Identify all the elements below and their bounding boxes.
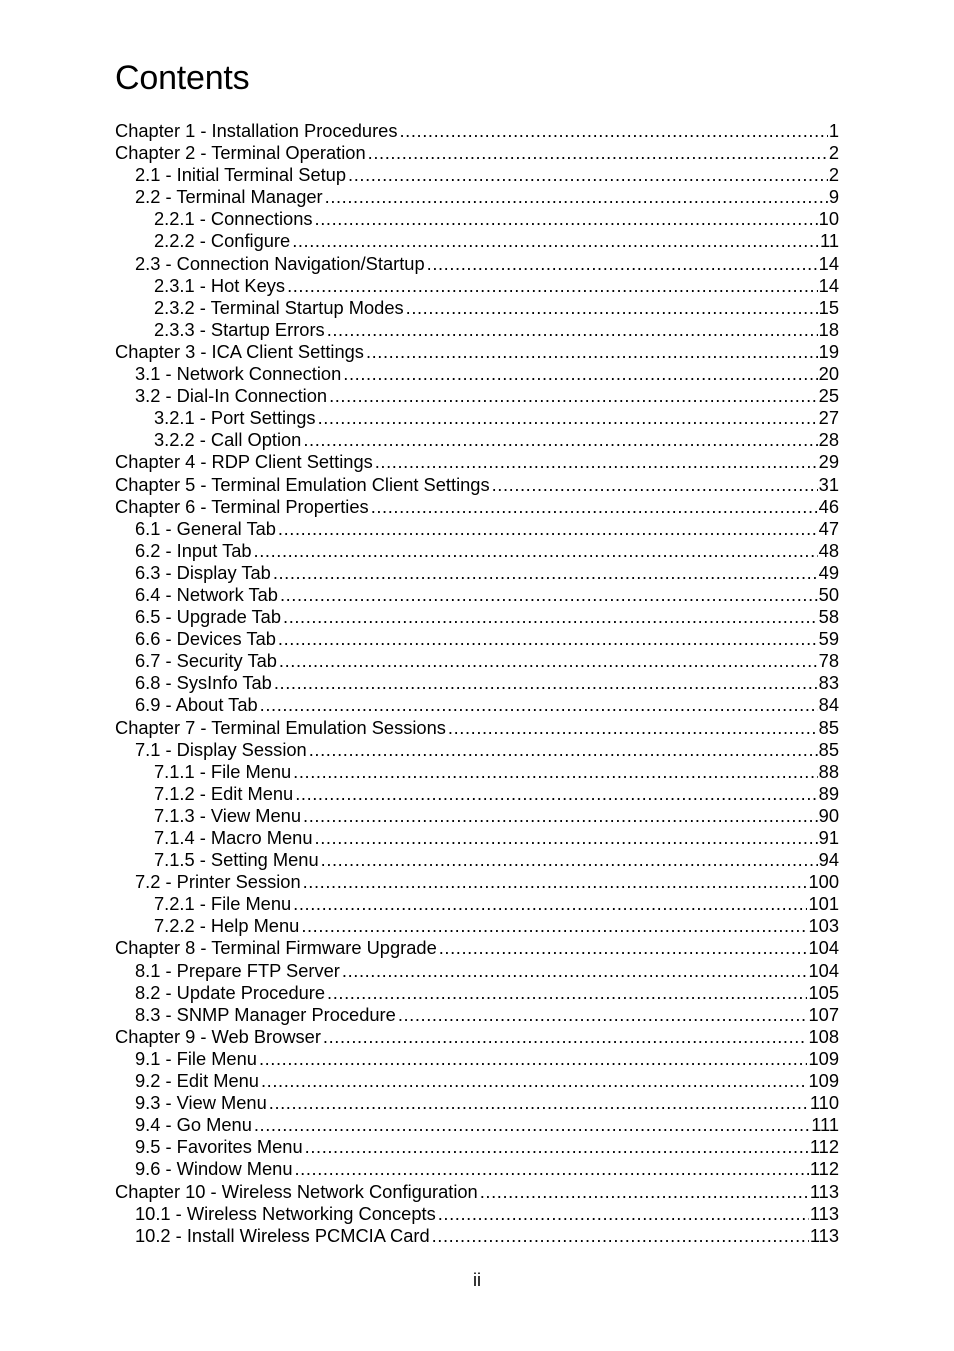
toc-entry[interactable] — [115, 982, 839, 1004]
toc-entry-title[interactable]: 7.1 - Display Session — [135, 738, 307, 760]
toc-page-number: 47 — [818, 517, 839, 539]
toc-page-number: 10 — [818, 208, 839, 230]
toc-entry-title[interactable]: 6.7 - Security Tab — [135, 650, 277, 672]
dot-leader — [315, 827, 818, 849]
toc-entry[interactable] — [115, 1004, 839, 1026]
toc-entry[interactable] — [115, 893, 839, 915]
toc-entry[interactable] — [115, 275, 839, 297]
toc-entry[interactable] — [115, 518, 839, 540]
toc-entry-title[interactable]: 6.5 - Upgrade Tab — [135, 606, 282, 628]
toc-page-number: 111 — [811, 1114, 839, 1136]
toc-page-number: 15 — [818, 296, 839, 318]
dot-leader — [480, 1181, 809, 1203]
toc-entry[interactable] — [115, 142, 839, 164]
dot-leader — [295, 783, 817, 805]
toc-page-number: 101 — [808, 893, 839, 915]
toc-entry-title[interactable]: 2.3.3 - Startup Errors — [154, 318, 325, 340]
toc-entry[interactable] — [115, 319, 839, 341]
toc-entry-title[interactable]: 7.1.1 - File Menu — [154, 760, 292, 782]
toc-page-number: 1 — [828, 120, 839, 141]
toc-entry-title[interactable]: 9.2 - Edit Menu — [135, 1070, 259, 1092]
toc-entry[interactable] — [115, 363, 839, 385]
toc-page-number: 108 — [808, 1025, 839, 1047]
toc-entry[interactable] — [115, 1070, 839, 1092]
dot-leader — [254, 1114, 810, 1136]
dot-leader — [329, 385, 818, 407]
toc-page-number: 84 — [818, 694, 839, 716]
toc-entry-title[interactable]: 6.2 - Input Tab — [135, 539, 252, 561]
toc-entry-title[interactable]: Chapter 8 - Terminal Firmware Upgrade — [115, 937, 437, 959]
toc-entry-title[interactable]: 8.3 - SNMP Manager Procedure — [135, 1003, 396, 1025]
dot-leader — [371, 496, 818, 518]
dot-leader — [274, 672, 818, 694]
dot-leader — [305, 1136, 809, 1158]
dot-leader — [254, 540, 818, 562]
dot-leader — [287, 275, 818, 297]
dot-leader — [348, 164, 828, 186]
dot-leader — [432, 1225, 809, 1247]
toc-page-number: 14 — [818, 252, 839, 274]
toc-page-number: 20 — [818, 363, 839, 385]
toc-page-number: 100 — [808, 871, 839, 893]
toc-entry[interactable] — [115, 871, 839, 893]
toc-entry-title[interactable]: 9.3 - View Menu — [135, 1092, 267, 1114]
toc-entry[interactable] — [115, 1114, 839, 1136]
dot-leader — [303, 429, 817, 451]
toc-entry[interactable] — [115, 186, 839, 208]
toc-entry-title[interactable]: Chapter 1 - Installation Procedures — [115, 120, 398, 141]
toc-page-number: 11 — [820, 230, 839, 252]
dot-leader — [269, 1092, 809, 1114]
toc-entry[interactable] — [115, 1203, 839, 1225]
toc-entry-title[interactable]: 3.2.1 - Port Settings — [154, 407, 316, 429]
toc-entry-title[interactable]: 6.6 - Devices Tab — [135, 628, 276, 650]
toc-entry-title[interactable]: 2.1 - Initial Terminal Setup — [135, 164, 347, 186]
toc-entry-title[interactable]: 6.4 - Network Tab — [135, 583, 278, 605]
toc-entry[interactable] — [115, 584, 839, 606]
toc-entry[interactable] — [115, 827, 839, 849]
toc-entry[interactable] — [115, 628, 839, 650]
toc-page-number: 113 — [809, 1180, 839, 1202]
toc-entry-title[interactable]: 9.4 - Go Menu — [135, 1114, 252, 1136]
dot-leader — [427, 253, 818, 275]
dot-leader — [303, 805, 818, 827]
toc-page-number: 31 — [818, 473, 839, 495]
toc-entry[interactable] — [115, 1225, 839, 1247]
toc-entry[interactable] — [115, 164, 839, 186]
toc-entry[interactable] — [115, 805, 839, 827]
toc-entry-title[interactable]: 2.2.2 - Configure — [154, 230, 291, 252]
toc-entry[interactable] — [115, 1136, 839, 1158]
toc-entry-title[interactable]: 6.3 - Display Tab — [135, 561, 271, 583]
toc-entry[interactable] — [115, 717, 839, 739]
toc-entry-title[interactable]: Chapter 2 - Terminal Operation — [115, 142, 366, 164]
toc-entry[interactable] — [115, 739, 839, 761]
toc-entry[interactable] — [115, 562, 839, 584]
toc-entry-title[interactable]: 3.1 - Network Connection — [135, 363, 342, 385]
toc-entry[interactable] — [115, 694, 839, 716]
dot-leader — [315, 208, 818, 230]
dot-leader — [318, 407, 818, 429]
dot-leader — [293, 893, 807, 915]
dot-leader — [278, 518, 818, 540]
toc-entry[interactable] — [115, 297, 839, 319]
dot-leader — [342, 960, 808, 982]
dot-leader — [321, 849, 818, 871]
toc-page-number: 14 — [818, 274, 839, 296]
toc-entry-title[interactable]: 7.1.5 - Setting Menu — [154, 849, 319, 871]
toc-page-number: 113 — [809, 1202, 839, 1224]
toc-page-number: 104 — [808, 937, 839, 959]
toc-page-number: 83 — [818, 672, 839, 694]
toc-entry-title[interactable]: Chapter 9 - Web Browser — [115, 1025, 321, 1047]
toc-page-number: 110 — [809, 1092, 839, 1114]
page-number: ii — [473, 1270, 481, 1290]
toc-entry-title[interactable]: 7.1.3 - View Menu — [154, 804, 302, 826]
toc-page-number: 112 — [809, 1158, 839, 1180]
dot-leader — [292, 230, 819, 252]
dot-leader — [261, 1070, 808, 1092]
toc-entry-title[interactable]: 9.6 - Window Menu — [135, 1158, 293, 1180]
dot-leader — [283, 606, 818, 628]
toc-entry-title[interactable]: 7.1.4 - Macro Menu — [154, 827, 313, 848]
toc-page-number: 50 — [818, 583, 839, 605]
toc-entry-title[interactable]: 7.2 - Printer Session — [135, 871, 301, 893]
dot-leader — [400, 120, 828, 142]
toc-entry-title[interactable]: 7.1.2 - Edit Menu — [154, 782, 294, 804]
toc-page-number: 90 — [818, 804, 839, 826]
dot-leader — [260, 694, 818, 716]
dot-leader — [406, 297, 818, 319]
toc-page-number: 25 — [818, 385, 839, 407]
toc-entry-title[interactable]: 2.3.2 - Terminal Startup Modes — [154, 296, 404, 318]
toc-entry-title[interactable]: 8.1 - Prepare FTP Server — [135, 959, 340, 981]
toc-page-number: 58 — [818, 606, 839, 628]
toc-entry[interactable] — [115, 1048, 839, 1070]
toc-entry[interactable] — [115, 783, 839, 805]
toc-entry[interactable] — [115, 385, 839, 407]
toc-entry[interactable] — [115, 1181, 839, 1203]
toc-entry[interactable] — [115, 1158, 839, 1180]
toc-entry-title[interactable]: 10.1 - Wireless Networking Concepts — [135, 1202, 436, 1224]
toc-entry[interactable] — [115, 120, 839, 142]
dot-leader — [273, 562, 818, 584]
toc-page-number: 9 — [828, 186, 839, 208]
toc-page-number: 94 — [818, 849, 839, 871]
toc-page-number: 27 — [818, 407, 839, 429]
dot-leader — [279, 650, 818, 672]
toc-entry[interactable] — [115, 407, 839, 429]
toc-entry-title[interactable]: 7.2.2 - Help Menu — [154, 915, 300, 937]
toc-page-number: 2 — [828, 142, 839, 164]
dot-leader — [366, 341, 818, 363]
toc-entry-title[interactable]: Chapter 6 - Terminal Properties — [115, 495, 369, 517]
dot-leader — [343, 363, 817, 385]
toc-entry-title[interactable]: Chapter 7 - Terminal Emulation Sessions — [115, 716, 446, 738]
toc-entry-title[interactable]: 6.9 - About Tab — [135, 694, 258, 716]
dot-leader — [293, 761, 817, 783]
toc-page-number: 29 — [818, 451, 839, 473]
toc-page-number: 91 — [818, 827, 839, 848]
toc-entry-title[interactable]: 9.1 - File Menu — [135, 1047, 257, 1069]
toc-page-number: 89 — [818, 782, 839, 804]
toc-entry[interactable] — [115, 253, 839, 275]
toc-entry-title[interactable]: Chapter 4 - RDP Client Settings — [115, 451, 373, 473]
toc-entry-title[interactable]: Chapter 10 - Wireless Network Configuration — [115, 1180, 478, 1202]
toc-page-number: 59 — [818, 628, 839, 650]
toc-entry-title[interactable]: 2.3.1 - Hot Keys — [154, 274, 286, 296]
dot-leader — [295, 1158, 809, 1180]
toc-page-number: 49 — [818, 561, 839, 583]
toc-entry[interactable] — [115, 451, 839, 473]
toc-page-number: 113 — [809, 1224, 839, 1246]
toc-page-number: 107 — [808, 1003, 839, 1025]
toc-page-number: 19 — [818, 340, 839, 362]
toc-page-number: 2 — [828, 164, 839, 186]
toc-entry-title[interactable]: 6.1 - General Tab — [135, 517, 276, 539]
toc-page-number: 85 — [818, 716, 839, 738]
dot-leader — [301, 915, 807, 937]
toc-page-number: 78 — [818, 650, 839, 672]
dot-leader — [375, 451, 818, 473]
toc-entry-title[interactable]: 10.2 - Install Wireless PCMCIA Card — [135, 1224, 430, 1246]
toc-entry-title[interactable]: Chapter 3 - ICA Client Settings — [115, 340, 364, 362]
toc-page-number: 105 — [808, 981, 839, 1003]
toc-entry-title[interactable]: 6.8 - SysInfo Tab — [135, 672, 272, 694]
dot-leader — [448, 717, 818, 739]
toc-entry[interactable] — [115, 1092, 839, 1114]
toc-entry-title[interactable]: 2.2.1 - Connections — [154, 208, 313, 230]
toc-entry[interactable] — [115, 496, 839, 518]
page-title: Contents — [115, 59, 250, 97]
toc-page-number: 112 — [809, 1136, 839, 1158]
dot-leader — [368, 142, 828, 164]
toc-entry[interactable] — [115, 915, 839, 937]
toc-entry[interactable] — [115, 937, 839, 959]
toc-entry[interactable] — [115, 650, 839, 672]
toc-page-number: 104 — [808, 959, 839, 981]
dot-leader — [438, 1203, 809, 1225]
table-of-contents — [115, 120, 839, 1247]
toc-page-number: 103 — [808, 915, 839, 937]
dot-leader — [309, 739, 818, 761]
dot-leader — [398, 1004, 808, 1026]
dot-leader — [325, 186, 828, 208]
toc-entry[interactable] — [115, 540, 839, 562]
toc-entry[interactable] — [115, 230, 839, 252]
dot-leader — [280, 584, 818, 606]
toc-entry[interactable] — [115, 849, 839, 871]
toc-entry-title[interactable]: 9.5 - Favorites Menu — [135, 1136, 303, 1158]
dot-leader — [327, 319, 818, 341]
dot-leader — [323, 1026, 808, 1048]
toc-entry[interactable] — [115, 429, 839, 451]
toc-page-number: 109 — [808, 1047, 839, 1069]
toc-entry[interactable] — [115, 341, 839, 363]
dot-leader — [327, 982, 807, 1004]
dot-leader — [303, 871, 808, 893]
toc-entry-title[interactable]: 8.2 - Update Procedure — [135, 981, 326, 1003]
toc-entry-title[interactable]: 3.2 - Dial-In Connection — [135, 385, 328, 407]
toc-entry[interactable] — [115, 606, 839, 628]
toc-page-number: 28 — [818, 429, 839, 451]
toc-entry-title[interactable]: 3.2.2 - Call Option — [154, 429, 302, 451]
toc-entry-title[interactable]: 2.3 - Connection Navigation/Startup — [135, 252, 425, 274]
toc-entry[interactable] — [115, 672, 839, 694]
dot-leader — [492, 474, 818, 496]
toc-entry-title[interactable]: Chapter 5 - Terminal Emulation Client Settings — [115, 473, 490, 495]
dot-leader — [259, 1048, 808, 1070]
toc-page-number: 88 — [818, 760, 839, 782]
toc-page-number: 46 — [818, 495, 839, 517]
toc-page-number: 85 — [818, 738, 839, 760]
toc-page-number: 48 — [818, 539, 839, 561]
toc-entry-title[interactable]: 2.2 - Terminal Manager — [135, 186, 323, 208]
toc-entry[interactable] — [115, 960, 839, 982]
toc-entry[interactable] — [115, 761, 839, 783]
dot-leader — [439, 937, 808, 959]
dot-leader — [278, 628, 818, 650]
toc-page-number: 18 — [818, 318, 839, 340]
toc-page-number: 109 — [808, 1070, 839, 1092]
toc-entry[interactable] — [115, 474, 839, 496]
toc-entry-title[interactable]: 7.2.1 - File Menu — [154, 893, 292, 915]
toc-entry[interactable] — [115, 1026, 839, 1048]
toc-entry[interactable] — [115, 208, 839, 230]
